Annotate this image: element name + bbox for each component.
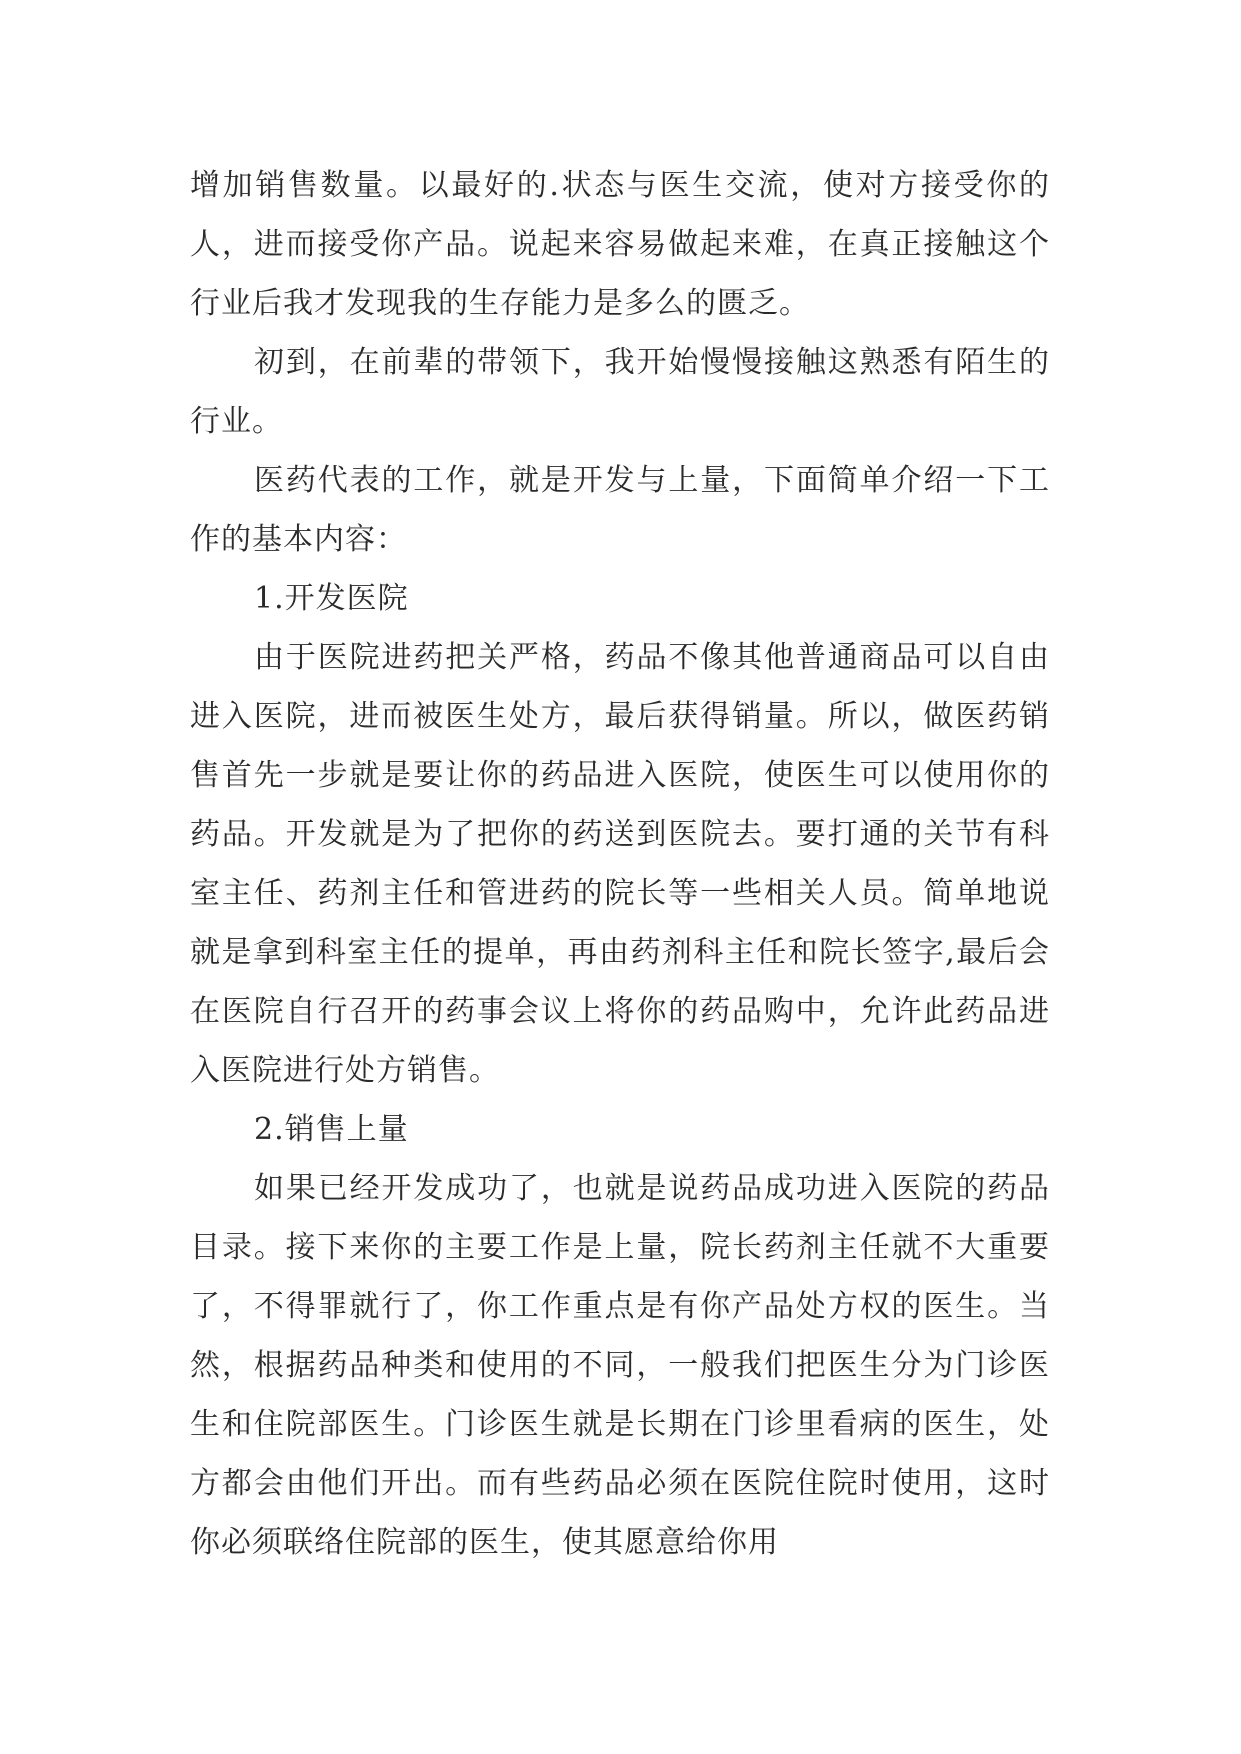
section-heading-sales-volume: 2.销售上量 (254, 1112, 409, 1147)
document-body (190, 156, 1050, 1572)
paragraph-work-intro: 医药代表的工作，就是开发与上量，下面简单介绍一下工作的基本内容： (190, 463, 1050, 557)
section-heading-develop-hospital: 1.开发医院 (254, 581, 409, 616)
paragraph-arrival: 初到，在前辈的带领下，我开始慢慢接触这熟悉有陌生的行业。 (190, 345, 1050, 439)
paragraph-sales-volume: 如果已经开发成功了，也就是说药品成功进入医院的药品目录。接下来你的主要工作是上量，院长药剂主任就不大重要了，不得罪就行了，你工作重点是有你产品处方权的医生。当然，根据药品种类和使用的不同，一般我们把医生分为门诊医生和住院部医生。门诊医生就是长期在门诊里看病的医生，处方都会由他们开出。而有些药品必须在医院住院时使用，这时你必须联络住院部的医生，使其愿意给你用 (190, 1171, 1050, 1560)
paragraph-develop-hospital: 由于医院进药把关严格，药品不像其他普通商品可以自由进入医院，进而被医生处方，最后获得销量。所以，做医药销售首先一步就是要让你的药品进入医院，使医生可以使用你的药品。开发就是为了把你的药送到医院去。要打通的关节有科室主任、药剂主任和管进药的院长等一些相关人员。简单地说就是拿到科室主任的提单，再由药剂科主任和院长签字,最后会在医院自行召开的药事会议上将你的药品购中，允许此药品进入医院进行处方销售。 (190, 640, 1050, 1088)
paragraph-continuation: 增加销售数量。以最好的.状态与医生交流，使对方接受你的人，进而接受你产品。说起来容易做起来难，在真正接触这个行业后我才发现我的生存能力是多么的匮乏。 (190, 168, 1050, 321)
